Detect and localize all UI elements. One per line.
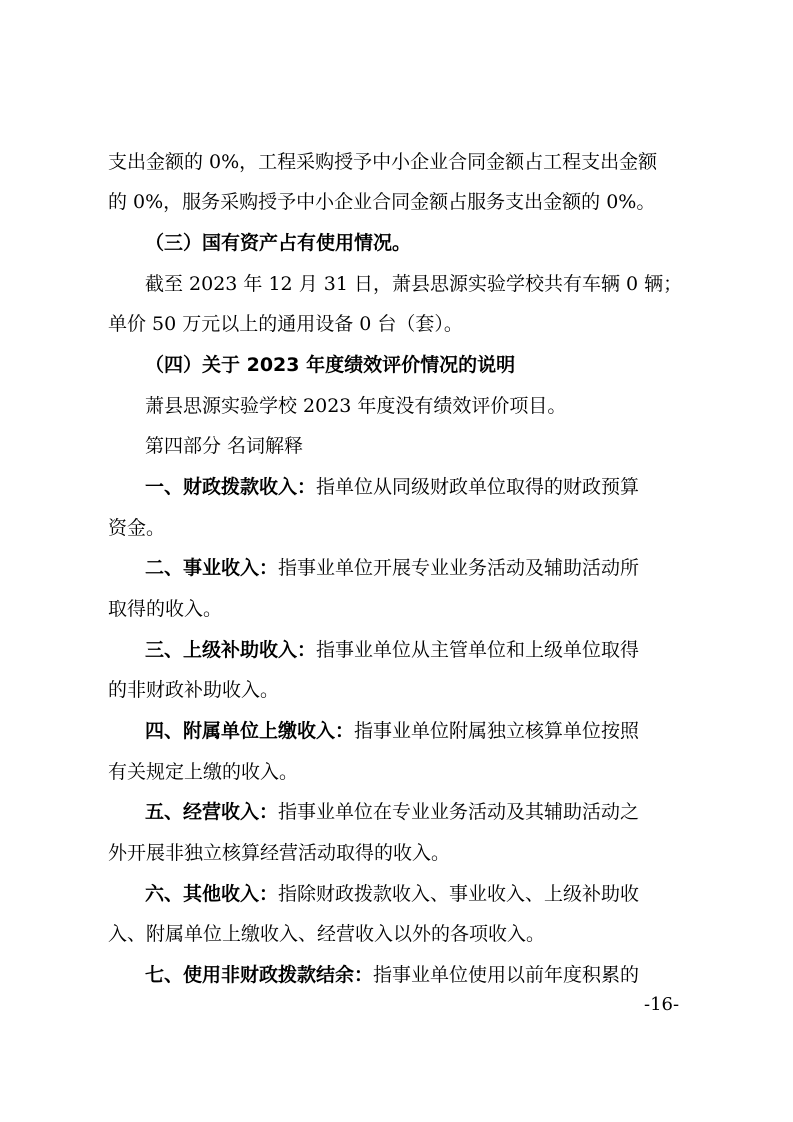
definition-line <box>145 800 639 824</box>
definition-text: 指事业单位使用以前年度积累的 <box>373 964 640 986</box>
definition-text: 指除财政拨款收入、事业收入、上级补助收 <box>278 883 640 905</box>
paragraph-line: 单价 50 万元以上的通用设备 0 台（套）。 <box>108 313 463 335</box>
definition-term: 三、上级补助收入： <box>145 639 317 661</box>
paragraph-line: 的 0%，服务采购授予中小企业合同金额占服务支出金额的 0%。 <box>108 191 656 213</box>
definition-term: 一、财政拨款收入： <box>145 476 317 498</box>
definition-term: 六、其他收入： <box>145 883 279 905</box>
definition-term: 四、附属单位上缴收入： <box>145 720 355 742</box>
definition-text: 指事业单位开展专业业务活动及辅助活动所 <box>278 557 640 579</box>
paragraph-line: 入、附属单位上缴收入、经营收入以外的各项收入。 <box>108 923 546 945</box>
page-number: -16- <box>644 994 680 1015</box>
definition-text: 指单位从同级财政单位取得的财政预算 <box>316 476 640 498</box>
section-heading-4: （四）关于 2023 年度绩效评价情况的说明 <box>145 354 516 376</box>
section-heading-3: （三）国有资产占有使用情况。 <box>145 232 412 254</box>
definition-line <box>145 556 639 580</box>
definition-line <box>145 475 639 499</box>
definition-line <box>145 719 639 743</box>
paragraph-line: 支出金额的 0%，工程采购授予中小企业合同金额占工程支出金额 <box>108 151 658 173</box>
paragraph-line: 萧县思源实验学校 2023 年度没有绩效评价项目。 <box>145 395 567 417</box>
definition-line <box>145 882 639 906</box>
definition-text: 指事业单位从主管单位和上级单位取得 <box>316 639 640 661</box>
definition-term: 七、使用非财政拨款结余： <box>145 964 374 986</box>
definition-term: 五、经营收入： <box>145 801 279 823</box>
paragraph-line: 的非财政补助收入。 <box>108 679 280 701</box>
definition-line <box>145 963 639 987</box>
part-heading: 第四部分 名词解释 <box>145 435 304 457</box>
paragraph-line: 有关规定上缴的收入。 <box>108 761 299 783</box>
definition-term: 二、事业收入： <box>145 557 279 579</box>
definition-line <box>145 638 639 662</box>
definition-text: 指事业单位附属独立核算单位按照 <box>354 720 640 742</box>
paragraph-line: 资金。 <box>108 517 166 539</box>
paragraph-line: 外开展非独立核算经营活动取得的收入。 <box>108 842 451 864</box>
paragraph-line: 取得的收入。 <box>108 598 223 620</box>
paragraph-line: 截至 2023 年 12 月 31 日，萧县思源实验学校共有车辆 0 辆； <box>145 273 683 295</box>
definition-text: 指事业单位在专业业务活动及其辅助活动之 <box>278 801 640 823</box>
